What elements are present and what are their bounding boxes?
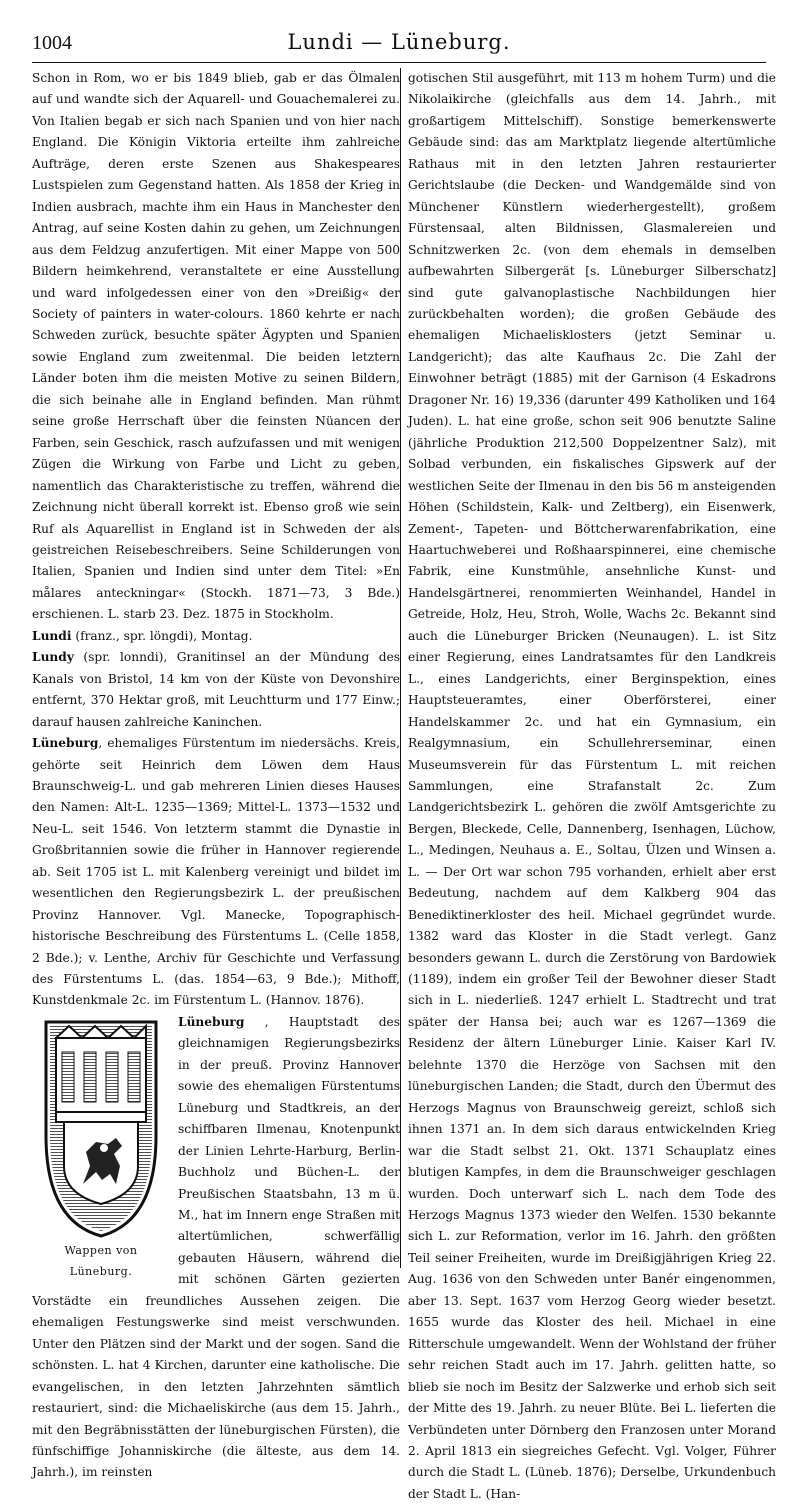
entry-lueneburg-city	[32, 1012, 400, 1484]
entry-lueneburg-principality	[32, 733, 400, 1012]
page-number: 1004	[32, 32, 72, 54]
entry-lueneburg-principality-text: , ehemaliges Fürstentum im niedersächs. Kreis, gehörte seit Heinrich dem Löwen dem Haus Braunschweig-L. und gab mehreren Linien dieses Hauses den Namen: Alt-L. 1235—1369; Mittel-L. 1373—1532 und Neu-L. seit 1546. Von letzterm stammt die Dynastie in Großbritannien sowie die früher in Hannover regierende ab. Seit 1705 ist L. mit Kalenberg vereinigt und bildet im wesentlichen den Regierungsbezirk L. der preußischen Provinz Hannover. Vgl. Manecke, Topographisch-historische Beschreibung des Fürstentums L. (Celle 1858, 2 Bde.); v. Lenthe, Archiv für Geschichte und Verfassung des Fürstentums L. (das. 1854—63, 9 Bde.); Mithoff, Kunstdenkmale 2c. im Fürstentum L. (Hannov. 1876).	[32, 736, 400, 1008]
page-header	[32, 22, 766, 63]
headword-lundy: Lundy	[32, 650, 74, 665]
headword-lundi: Lundi	[32, 628, 72, 643]
entry-lundy-text: (spr. lonndi), Granitinsel an der Mündung des Kanals von Bristol, 14 km von der Küste von Devonshire entfernt, 370 Hektar groß, mit Leuchtturm und 177 Einw.; darauf hausen zahlreiche Kaninchen.	[32, 650, 400, 729]
coat-of-arms-caption: Wappen von Lüneburg.	[64, 1243, 138, 1279]
entry-lundi	[32, 626, 400, 647]
entry-continuation-paragraph: Schon in Rom, wo er bis 1849 blieb, gab er das Ölmalen auf und wandte sich der Aquarell- und Gouachemalerei zu. Von Italien begab er sich nach Spanien und von hier nach England. Die Königin Viktoria erteilte ihm zahlreiche Aufträge, deren erste Szenen aus Shakespeares Lustspielen zum Gegenstand hatten. Als 1858 der Krieg in Indien ausbrach, machte ihm ein Haus in Manchester den Antrag, auf seine Kosten dahin zu gehen, um Zeichnungen aus dem Feldzug anzufertigen. Mit einer Mappe von 500 Bildern heimkehrend, veranstaltete er eine Ausstellung und ward infolgedessen einer von den »Dreißig« der Society of painters in water-colours. 1860 kehrte er nach Schweden zurück, besuchte später Ägypten und Spanien sowie England zum zweitenmal. Die beiden letztern Länder boten ihm die meisten Motive zu seinen Bildern, die sich beinahe alle in England befinden. Man rühmt seine große Herrschaft über die feinsten Nüancen der Farben, sein Geschick, rasch aufzufassen und mit wenigen Zügen die Wirkung von Farbe und Licht zu geben, namentlich das Charakteristische zu treffen, während die Zeichnung nicht überall korrekt ist. Ebenso groß wie sein Ruf als Aquarellist in England ist in Schweden der als geistreichen Reisebeschreibers. Seine Schilderungen von Italien, Spanien und Indien sind unter dem Titel: »En målares anteckningar« (Stockh. 1871—73, 3 Bde.) erschienen. L. starb 23. Dez. 1875 in Stockholm.	[32, 71, 400, 622]
headword-lueneburg-2: Lüneburg	[178, 1014, 245, 1029]
left-column	[32, 68, 400, 1484]
running-title: Lundi — Lüneburg.	[287, 30, 511, 54]
right-column	[408, 68, 776, 1505]
entry-lundy	[32, 647, 400, 733]
entry-lueneburg-city-text: , Hauptstadt des gleichnamigen Regierungsbezirks in der preuß. Provinz Hannover sowie des ehemaligen Fürstentums Lüneburg und Stadtkreis, an der schiffbaren Ilmenau, Knotenpunkt der Linien Lehrte-Harburg, Berlin-Buchholz und Büchen-L. der Preußischen Staatsbahn, 13 m ü. M., hat im Innern enge Straßen mit altertümlichen, schwerfällig gebauten Häusern, während die mit schönen Gärten gezierten Vorstädte ein freundliches Aussehen zeigen. Die ehemaligen Festungswerke sind meist verschwunden. Unter den Plätzen sind der Markt und der sogen. Sand die schönsten. L. hat 4 Kirchen, darunter eine katholische. Die evangelischen, in den letzten Jahrzehnten sämtlich restauriert, sind: die Michaeliskirche (aus dem 15. Jahrh., mit den Begräbnisstätten der lüneburgischen Fürsten), die fünfschiffige Johanniskirche (die älteste, aus dem 14. Jahrh.), im reinsten	[32, 1014, 401, 1480]
column-divider	[400, 68, 401, 1268]
lueneburg-coat-of-arms-icon	[38, 1016, 164, 1240]
headword-lueneburg-1: Lüneburg	[32, 736, 99, 751]
entry-lueneburg-city-continued: gotischen Stil ausgeführt, mit 113 m hohem Turm) und die Nikolaikirche (gleichfalls aus dem 14. Jahrh., mit großartigem Mittelschiff). Sonstige bemerkenswerte Gebäude sind: das am Marktplatz liegende altertümliche Rathaus mit in den letzten Jahren restaurierter Gerichtslaube (die Decken- und Wandgemälde sind von Münchener Künstlern wiederhergestellt), großem Fürstensaal, alten Bildnissen, Glasmalereien und Schnitzwerken 2c. (von dem ehemals in demselben aufbewahrten Silbergerät [s. Lüneburger Silberschatz] sind gute galvanoplastische Nachbildungen hier zurückbehalten worden); die großen Gebäude des ehemaligen Michaelisklosters (jetzt Seminar u. Landgericht); das alte Kaufhaus 2c. Die Zahl der Einwohner beträgt (1885) mit der Garnison (4 Eskadrons Dragoner Nr. 16) 19,336 (darunter 499 Katholiken und 164 Juden). L. hat eine große, schon seit 906 benutzte Saline (jährliche Produktion 212,500 Doppelzentner Salz), mit Solbad verbunden, ein fiskalisches Gipswerk auf der westlichen Seite der Ilmenau in den bis 56 m ansteigenden Höhen (Schildstein, Kalk- und Zeltberg), ein Eisenwerk, Zement-, Tapeten- und Böttcherwarenfabrikation, eine Haartuchweberei und Roßhaarspinnerei, eine chemische Fabrik, eine Kunstmühle, ansehnliche Kunst- und Handelsgärtnerei, renommierten Weinhandel, Handel in Getreide, Holz, Heu, Stroh, Wolle, Wachs 2c. Bekannt sind auch die Lüneburger Bricken (Neunaugen). L. ist Sitz einer Regierung, eines Landratsamtes für den Landkreis L., eines Landgerichts, einer Berginspektion, eines Hauptsteueramtes, einer Oberförsterei, einer Handelskammer 2c. und hat ein Gymnasium, ein Realgymnasium, ein Schullehrerseminar, einen Museumsverein für das Fürstentum L. mit reichen Sammlungen, eine Strafanstalt 2c. Zum Landgerichtsbezirk L. gehören die zwölf Amtsgerichte zu Bergen, Bleckede, Celle, Dannenberg, Isenhagen, Lüchow, L., Medingen, Neuhaus a. E., Soltau, Ülzen und Winsen a. L. — Der Ort war schon 795 vorhanden, erhielt aber erst Bedeutung, nachdem auf dem Kalkberg 904 das Benediktinerkloster des heil. Michael gegründet wurde. 1382 ward das Kloster in die Stadt verlegt. Ganz besonders gewann L. durch die Zerstörung von Bardowiek (1189), indem ein großer Teil der Bewohner dieser Stadt sich in L. niederließ. 1247 erhielt L. Stadtrecht und trat später der Hansa bei; auch war es 1267—1369 die Residenz der ältern Lüneburger Linie. Kaiser Karl IV. belehnte 1370 die Herzöge von Sachsen mit den lüneburgischen Landen; die Stadt, durch den Übermut des Herzogs Magnus von Braunschweig gereizt, schloß sich ihnen 1371 an. In dem sich daraus entwickelnden Krieg war die Stadt selbst 21. Okt. 1371 Schauplatz eines blutigen Kampfes, in dem die Braunschweiger geschlagen wurden. Doch unterwarf sich L. nach dem Tode des Herzogs Magnus 1373 wieder den Welfen. 1530 bekannte sich L. zur Reformation, verlor im 16. Jahrh. den größten Teil seiner Freiheiten, wurde im Dreißigjährigen Krieg 22. Aug. 1636 von den Schweden unter Banér eingenommen, aber 13. Sept. 1637 vom Herzog Georg wieder besetzt. 1655 wurde das Kloster des heil. Michael in eine Ritterschule umgewandelt. Wenn der Wohlstand der früher sehr reichen Stadt auch im 17. Jahrh. gelitten hatte, so blieb sie noch im Besitz der Salzwerke und erhob sich seit der Mitte des 19. Jahrh. zu neuer Blüte. Bei L. lieferten die Verbündeten unter Dörnberg den Franzosen unter Morand 2. April 1813 ein siegreiches Gefecht. Vgl. Volger, Führer durch die Stadt L. (Lüneb. 1876); Derselbe, Urkundenbuch der Stadt L. (Han-	[408, 71, 776, 1501]
coat-of-arms-figure	[32, 1016, 170, 1282]
entry-lundi-text: (franz., spr. löngdi), Montag.	[71, 628, 253, 643]
